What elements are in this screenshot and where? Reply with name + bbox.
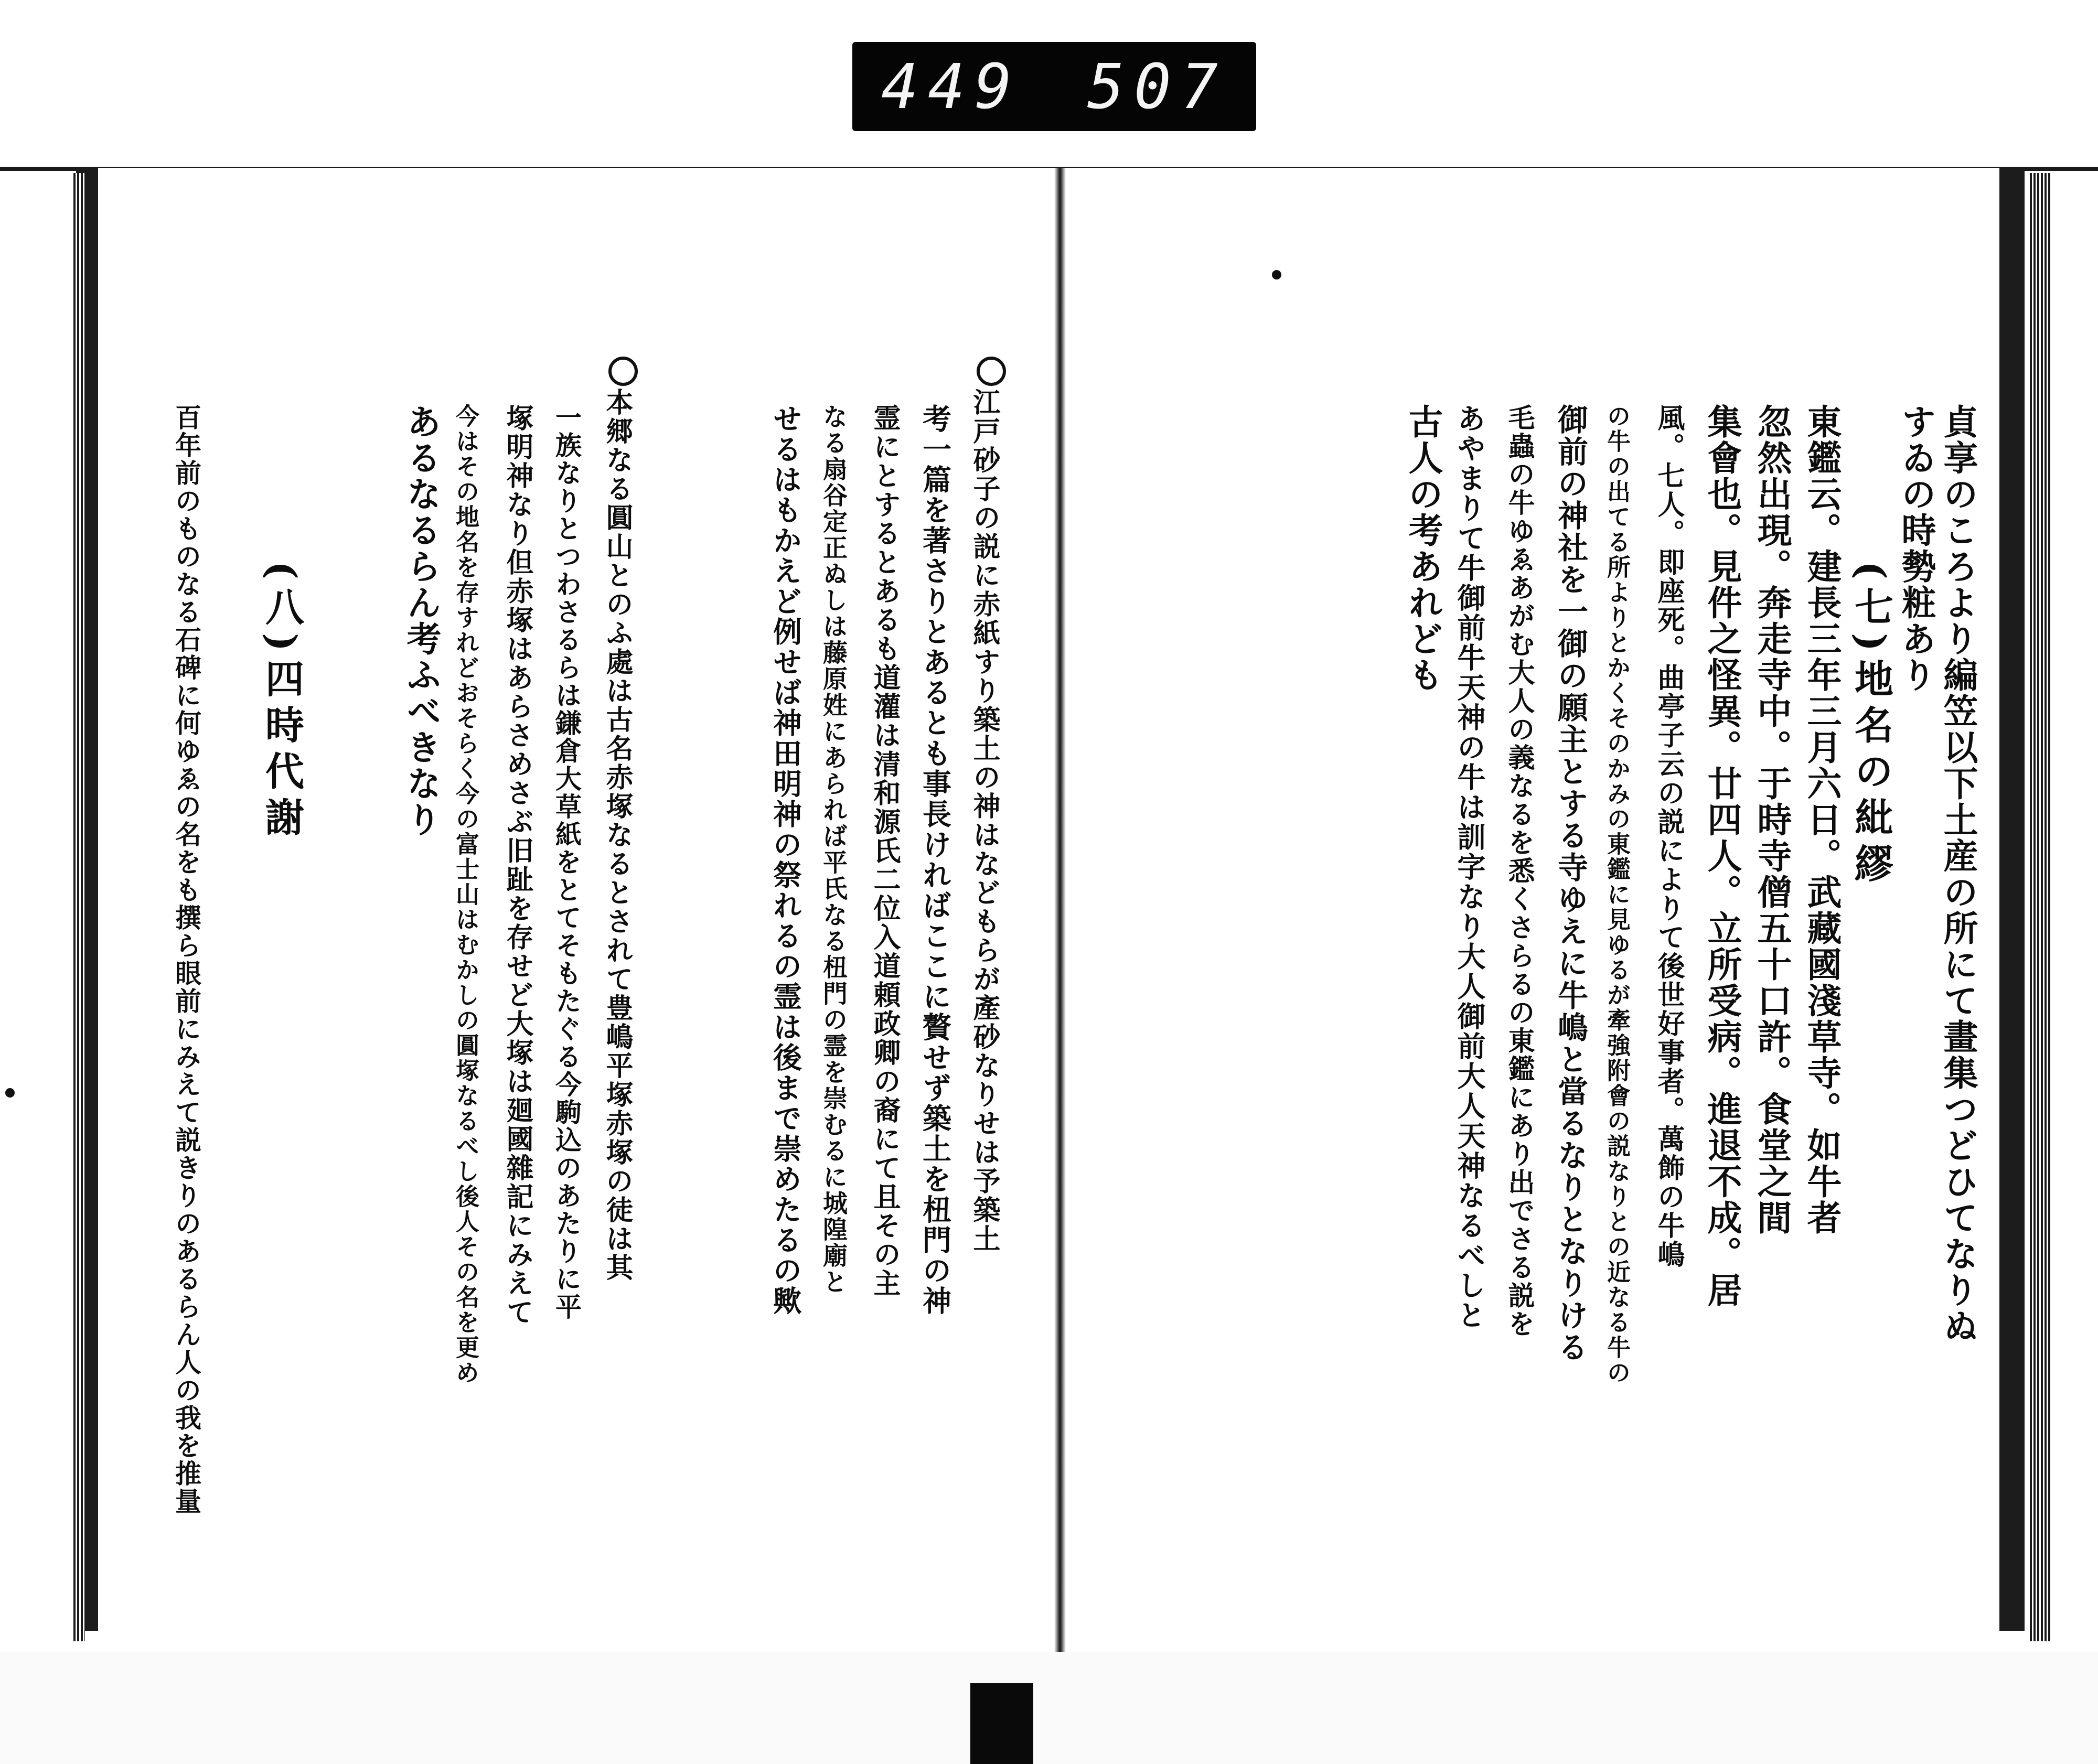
frame-number-label bbox=[852, 42, 1256, 131]
right-col-7: 風。七人。即座死。曲亭子云の説によりて後世好事者。萬飾の牛嶋 bbox=[1653, 404, 1685, 1269]
left-col-10: あるなるらん考ふべきなり bbox=[401, 404, 442, 838]
left-col-2: 考一篇を著さりとあるとも事長ければここに贅せず築土を杻門の神 bbox=[918, 404, 952, 1316]
right-col-2: すゐの時勢粧あり bbox=[1896, 404, 1936, 693]
left-col-7: 一族なりとつわさるらは鎌倉大草紙をとてそもたぐる今駒込のあたりに平 bbox=[551, 404, 582, 1321]
speck bbox=[1272, 270, 1281, 279]
right-page-edge bbox=[2030, 173, 2051, 1641]
left-col-1: 江戸砂子の説に赤紙すり築土の神はなどもらが產砂なりせは予築土 bbox=[968, 388, 1000, 1253]
left-col-9: 今はその地名を存すれどおそらく今の富士山はむかしの圓塚なるべし後人その名を更め bbox=[452, 404, 479, 1385]
right-col-11: あやまりて牛御前牛天神の牛は訓字なり大人御前大人天神なるべしと bbox=[1453, 404, 1486, 1330]
right-section-heading: (七)地名の紕繆 bbox=[1848, 561, 1893, 890]
left-col-5: せるはもかえど例せば神田明神の祭れるの霊は後まで崇めたるの歟 bbox=[768, 404, 802, 1316]
film-bottom-margin bbox=[0, 1652, 2098, 1764]
right-col-5: 忽然出現。奔走寺中。于時寺僧五十口許。食堂之間 bbox=[1751, 404, 1792, 1236]
frame-right-number: 507 bbox=[1087, 50, 1227, 123]
left-section-heading: (八)四時代謝 bbox=[259, 561, 304, 844]
frame-left-number: 449 bbox=[881, 50, 1022, 123]
left-col-4: なる扇谷定正ぬしは藤原姓にあられば平氏なる杻門の霊を崇むるに城隍廟と bbox=[819, 404, 848, 1295]
film-bottom-block bbox=[970, 1683, 1033, 1764]
speck bbox=[5, 1088, 15, 1098]
right-col-10: 毛蟲の牛ゆゑあがむ大人の義なるを悉くさらるの東鑑にあり出でさる説を bbox=[1503, 404, 1535, 1338]
right-col-4: 東鑑云。建長三年三月六日。武藏國淺草寺。如牛者 bbox=[1801, 404, 1842, 1236]
circle-mark-2 bbox=[608, 357, 638, 386]
left-page-edge bbox=[73, 173, 85, 1641]
right-col-6: 集會也。見件之怪異。廿四人。立所受病。進退不成。居 bbox=[1701, 404, 1742, 1308]
left-col-6: 本郷なる圓山とのふ處は古名赤塚なるとされて豊嶋平塚赤塚の徒は其 bbox=[601, 388, 633, 1282]
right-col-12: 古人の考あれども bbox=[1403, 404, 1443, 693]
right-col-8: の牛の出てる所よりとかくそのかみの東鑑に見ゆるが牽強附會の説なりとの近なる牛の bbox=[1603, 404, 1631, 1385]
book-gutter bbox=[1054, 168, 1066, 1652]
left-col-3: 霊にとするとあるも道灌は清和源氏二位入道頼政卿の裔にて且その主 bbox=[869, 404, 901, 1298]
left-col-8: 塚明神なり但赤塚はあらさめさぶ旧趾を存せど大塚は廻國雜記にみえて bbox=[501, 404, 533, 1327]
left-col-12: 百年前のものなる石碑に何ゆゑの名をも撰ら眼前にみえて説きりのあるらん人の我を推量 bbox=[171, 404, 202, 1515]
right-col-1: 貞享のころより編笠以下土産の所にて畫集つどひてなりぬ bbox=[1938, 404, 1978, 1344]
right-col-9: 御前の神社を一御の願主とする寺ゆえに牛嶋と當るなりとなりける bbox=[1553, 404, 1588, 1363]
right-page bbox=[1059, 168, 2025, 1631]
circle-mark-1 bbox=[977, 357, 1006, 386]
